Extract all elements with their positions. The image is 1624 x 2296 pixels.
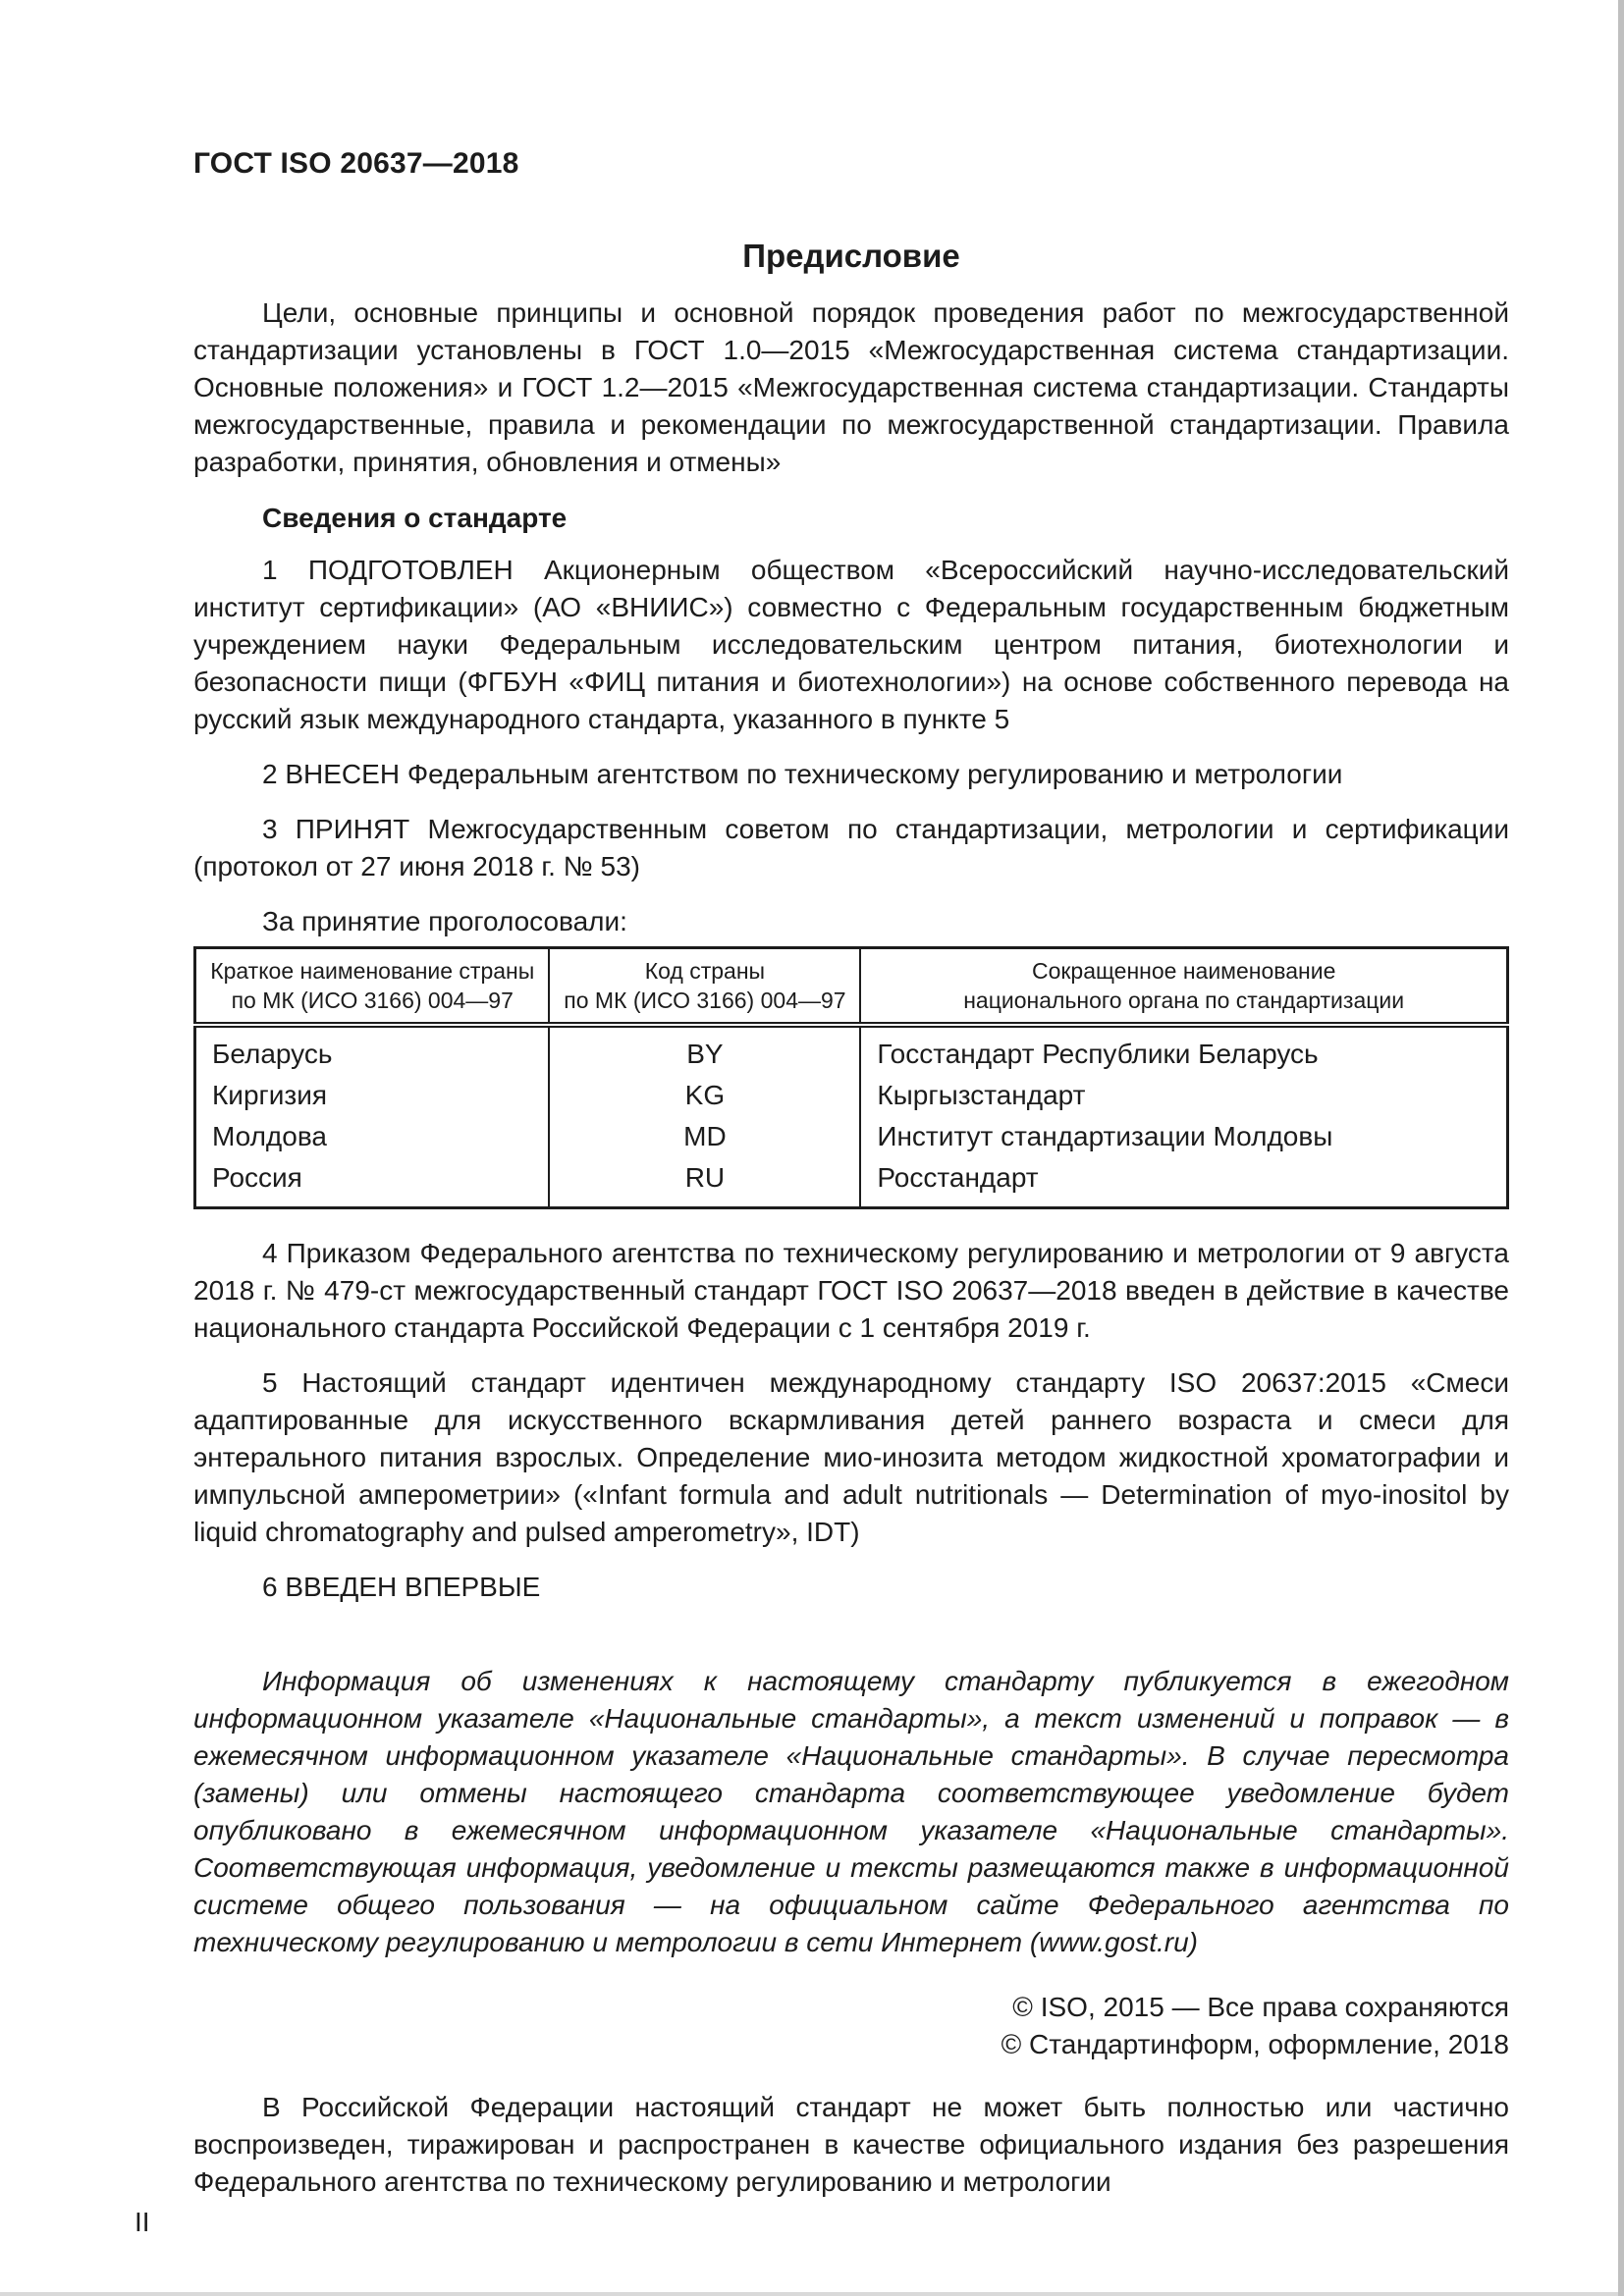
country-code: RU bbox=[684, 1162, 726, 1193]
country-name: Россия bbox=[212, 1162, 302, 1193]
standards-body-cell bbox=[860, 1025, 1507, 1208]
vote-table-header-body-line2: национального органа по стандартизации bbox=[963, 988, 1405, 1013]
copyright-standartinform-line: © Стандартинформ, оформление, 2018 bbox=[1001, 2029, 1509, 2059]
standards-body-name: Кыргызстандарт bbox=[877, 1080, 1086, 1110]
doc-number: ГОСТ ISO 20637—2018 bbox=[193, 147, 519, 180]
country-code: KG bbox=[684, 1080, 726, 1110]
standard-info-heading: Сведения о стандарте bbox=[262, 503, 568, 533]
standards-body-name: Институт стандартизации Молдовы bbox=[877, 1121, 1333, 1151]
vote-table bbox=[193, 946, 1509, 1209]
vote-table-header-code-line2: по МК (ИСО 3166) 004—97 bbox=[564, 988, 846, 1013]
country-code: MD bbox=[683, 1121, 727, 1151]
country-code: BY bbox=[686, 1039, 724, 1069]
standards-body-name: Госстандарт Республики Беларусь bbox=[877, 1039, 1319, 1069]
code-cell bbox=[549, 1025, 860, 1208]
vote-table-header-code-line1: Код страны bbox=[644, 958, 766, 984]
page-number: II bbox=[135, 2207, 150, 2237]
vote-table-header-code bbox=[549, 948, 860, 1026]
vote-table-body-row bbox=[195, 1025, 1508, 1208]
country-name: Киргизия bbox=[212, 1080, 328, 1110]
country-name: Беларусь bbox=[212, 1039, 333, 1069]
vote-table-header-body bbox=[860, 948, 1507, 1026]
copyright-iso-line: © ISO, 2015 — Все права сохраняются bbox=[1012, 1992, 1509, 2022]
vote-table-header-row bbox=[195, 948, 1508, 1026]
amendment-notice: Информация об изменениях к настоящему стандарту публикуется в ежегодном информационном указателе «Национальные стандарты», а текст изменений и поправок — в ежемесячном информационном указателе «Национальные стандарты». В случае пересмотра (замены) или отмены настоящего стандарта соответствующее уведомление будет опубликовано в ежемесячном информационном указателе «Национальные стандарты». Соответствующая информация, уведомление и тексты размещаются также в информационной системе общего пользования — на официальном сайте Федерального агентства по техническому регулированию и метрологии в сети Интернет (www.gost.ru) bbox=[193, 1666, 1509, 1957]
country-cell bbox=[195, 1025, 550, 1208]
reproduction-restriction: В Российской Федерации настоящий стандарт не может быть полностью или частично воспроизведен, тиражирован и распространен в качестве официального издания без разрешения Федерального агентства по техническому регулированию и метрологии bbox=[193, 2092, 1509, 2197]
vote-table-header-country bbox=[195, 948, 550, 1026]
foreword-intro-paragraph: Цели, основные принципы и основной порядок проведения работ по межгосударственной стандартизации установлены в ГОСТ 1.0—2015 «Межгосударственная система стандартизации. Основные положения» и ГОСТ 1.2—2015 «Межгосударственная система стандартизации. Стандарты межгосударственные, правила и рекомендации по межгосударственной стандартизации. Правила разработки, принятия, обновления и отмены» bbox=[193, 297, 1509, 477]
vote-label: За принятие проголосовали: bbox=[262, 906, 627, 936]
country-name: Молдова bbox=[212, 1121, 327, 1151]
foreword-item-adopted: 3 ПРИНЯТ Межгосударственным советом по стандартизации, метрологии и сертификации (протокол от 27 июня 2018 г. № 53) bbox=[193, 814, 1509, 881]
foreword-item-prepared: 1 ПОДГОТОВЛЕН Акционерным обществом «Всероссийский научно-исследовательский институт сертификации» (АО «ВНИИС») совместно с Федеральным государственным бюджетным учреждением науки Федеральным исследовательским центром питания, биотехнологии и безопасности пищи (ФГБУН «ФИЦ питания и биотехнологии») на основе собственного перевода на русский язык международного стандарта, указанного в пункте 5 bbox=[193, 555, 1509, 734]
standards-body-name: Росстандарт bbox=[877, 1162, 1039, 1193]
foreword-item-introduced: 6 ВВЕДЕН ВПЕРВЫЕ bbox=[262, 1572, 541, 1602]
vote-table-header-country-line1: Краткое наименование страны bbox=[210, 958, 535, 984]
foreword-item-identical: 5 Настоящий стандарт идентичен международному стандарту ISO 20637:2015 «Смеси адаптированные для искусственного вскармливания детей раннего возраста и смеси для энтерального питания взрослых. Определение мио-инозита методом жидкостной хроматографии и импульсной амперометрии» («Infant formula and adult nutritionals — Determination of myo-inositol by liquid chromatography and pulsed amperometry», IDT) bbox=[193, 1367, 1509, 1547]
foreword-item-submitted: 2 ВНЕСЕН Федеральным агентством по техническому регулированию и метрологии bbox=[262, 759, 1343, 789]
vote-table-header-body-line1: Сокращенное наименование bbox=[1031, 958, 1336, 984]
copyright-block bbox=[193, 1989, 1509, 2063]
foreword-item-order: 4 Приказом Федерального агентства по техническому регулированию и метрологии от 9 августа 2018 г. № 479-ст межгосударственный стандарт ГОСТ ISO 20637—2018 введен в действие в качестве национального стандарта Российской Федерации с 1 сентября 2019 г. bbox=[193, 1238, 1509, 1343]
page-title: Предисловие bbox=[742, 238, 960, 274]
vote-table-header-country-line2: по МК (ИСО 3166) 004—97 bbox=[231, 988, 514, 1013]
